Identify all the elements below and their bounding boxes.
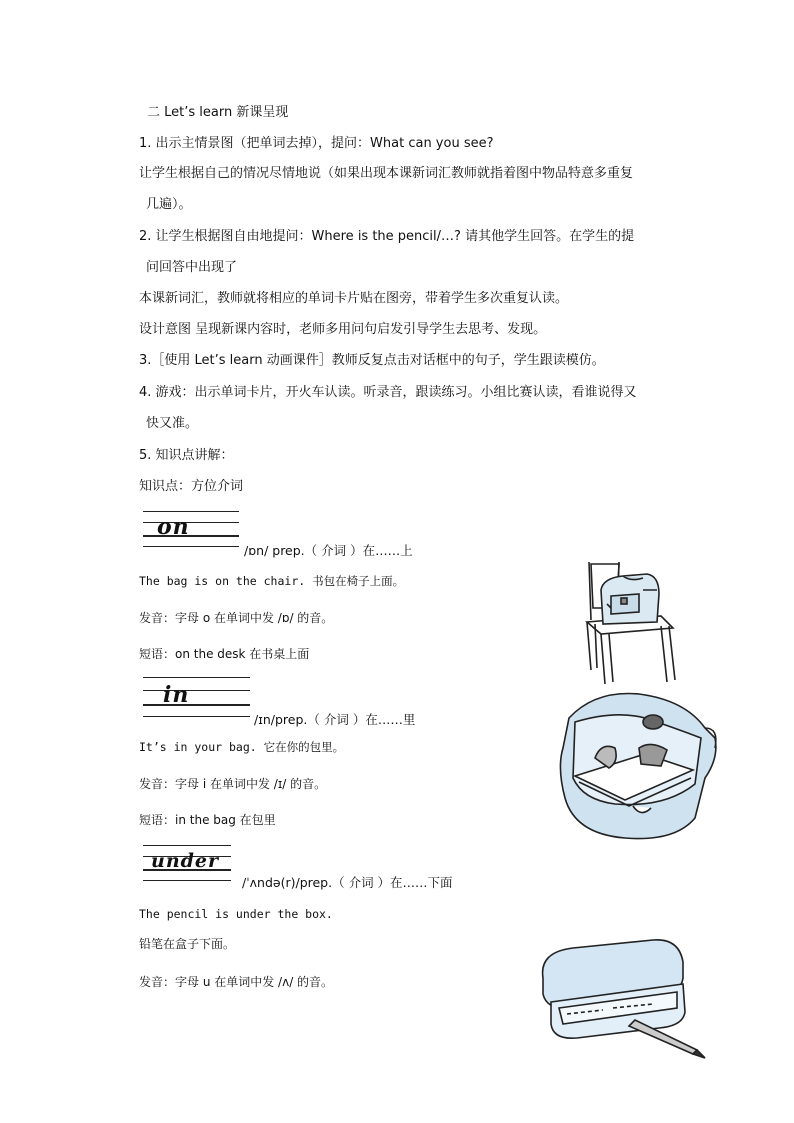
ruled-line (143, 511, 239, 512)
text-line: 让学生根据自己的情况尽情地说（如果出现本课新词汇教师就指着图中物品特意多重复 (139, 166, 634, 181)
text-line: 2. 让学生根据图自由地提问：Where is the pencil/…? 请其他学生回答。在学生的提 (139, 229, 635, 244)
section-heading: 二 Let’s learn 新课呈现 (147, 105, 289, 120)
pronunciation: /ˈʌndə(r)/prep.（ 介词 ）在……下面 (242, 875, 453, 890)
ruled-line (143, 716, 250, 717)
word-card-in (143, 674, 250, 718)
bag-on-chair-illustration (583, 560, 681, 686)
text-line: 3.［使用 Let’s learn 动画课件］教师反复点击对话框中的句子，学生跟读模仿。 (139, 353, 605, 368)
sound-note: 发音：字母 o 在单词中发 /ɒ/ 的音。 (139, 611, 334, 625)
phrase-note: 短语：on the desk 在书桌上面 (139, 647, 310, 661)
pronunciation: /ɒn/ prep.（ 介词 ）在……上 (244, 543, 413, 558)
phrase-note: 短语：in the bag 在包里 (139, 813, 276, 827)
ruled-line (143, 690, 250, 691)
word-card-under (143, 842, 231, 884)
sound-note: 发音：字母 u 在单词中发 /ʌ/ 的音。 (139, 975, 334, 989)
word-text: in (163, 682, 190, 708)
example-translation: 铅笔在盒子下面。 (139, 937, 236, 951)
text-line: 本课新词汇，教师就将相应的单词卡片贴在图旁，带着学生多次重复认读。 (139, 291, 569, 306)
open-bag-illustration (555, 688, 721, 846)
word-text: under (151, 850, 220, 872)
ruled-line (143, 704, 250, 706)
pronunciation: /ɪn/prep.（ 介词 ）在……里 (254, 712, 416, 727)
sound-note: 发音：字母 i 在单词中发 /ɪ/ 的音。 (139, 777, 327, 791)
pencil-box-illustration (533, 938, 709, 1060)
text-line: 5. 知识点讲解： (139, 448, 234, 463)
text-line: 快又准。 (146, 416, 199, 431)
text-line: 问回答中出现了 (146, 260, 238, 275)
word-text: on (157, 514, 190, 540)
example-sentence: It’s in your bag. 它在你的包里。 (139, 740, 345, 754)
text-line: 设计意图 呈现新课内容时，老师多用问句启发引导学生去思考、发现。 (139, 322, 547, 337)
ruled-line (143, 546, 239, 547)
word-card-on (143, 508, 239, 550)
ruled-line (143, 845, 231, 846)
ruled-line (143, 677, 250, 678)
text-line: 知识点：方位介词 (139, 479, 244, 494)
ruled-line (143, 880, 231, 881)
text-line: 1. 出示主情景图（把单词去掉），提问：What can you see? (139, 136, 494, 151)
text-line: 几遍）。 (146, 197, 192, 212)
example-sentence: The bag is on the chair. 书包在椅子上面。 (139, 574, 405, 588)
text-line: 4. 游戏：出示单词卡片，开火车认读。听录音，跟读练习。小组比赛认读，看谁说得又 (139, 385, 637, 400)
example-sentence: The pencil is under the box. (139, 907, 333, 921)
